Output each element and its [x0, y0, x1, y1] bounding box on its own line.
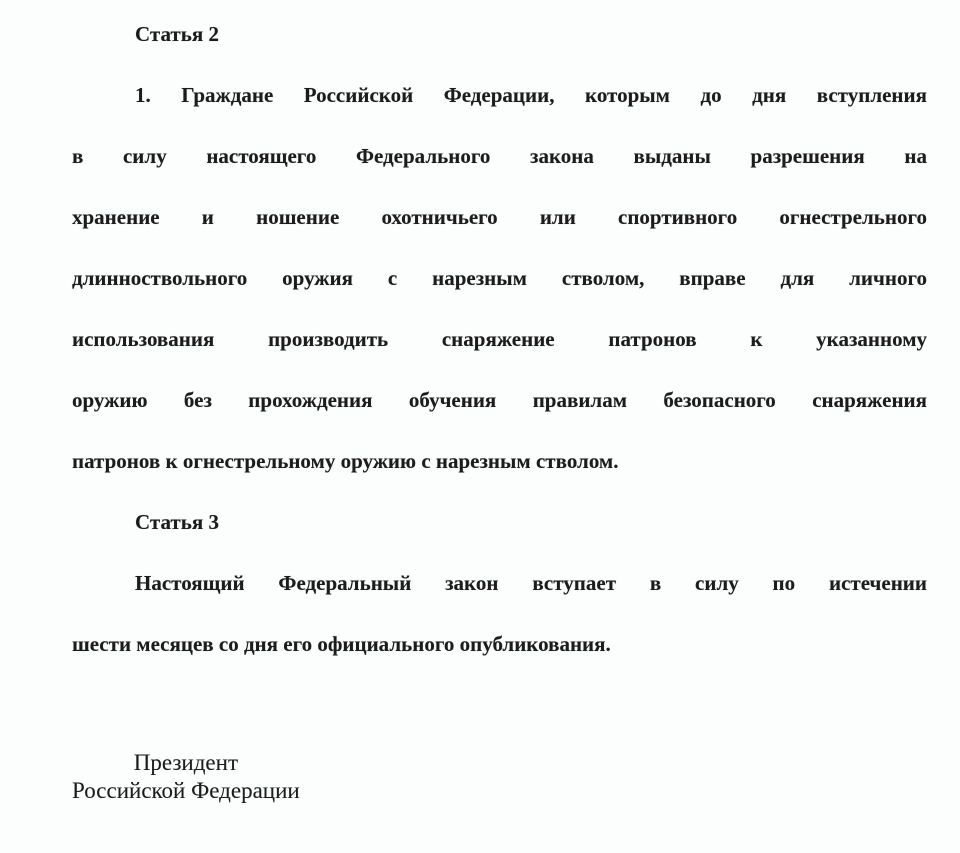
- signature-title: Президент: [133, 750, 238, 775]
- text-line: хранение и ношение охотничьего или спортивного огнестрельного: [72, 205, 927, 229]
- article-3-paragraph: [72, 553, 927, 675]
- text-line: использования производить снаряжение патронов к указанному: [72, 327, 927, 351]
- text-line: шести месяцев со дня его официального опубликования.: [72, 632, 611, 656]
- signature-block: [72, 749, 300, 805]
- text-line: длинноствольного оружия с нарезным стволом, вправе для личного: [72, 266, 927, 290]
- text-line: оружию без прохождения обучения правилам безопасного снаряжения: [72, 388, 927, 412]
- article-2-heading: Статья 2: [135, 22, 219, 46]
- signature-org: Российской Федерации: [72, 778, 300, 803]
- text-line: в силу настоящего Федерального закона выданы разрешения на: [72, 144, 927, 168]
- article-2-paragraph: [72, 65, 927, 492]
- article-3-heading: Статья 3: [135, 510, 219, 534]
- text-line: 1. Граждане Российской Федерации, которым до дня вступления: [135, 83, 927, 107]
- text-line: патронов к огнестрельному оружию с нарезным стволом.: [72, 449, 619, 473]
- text-line: Настоящий Федеральный закон вступает в силу по истечении: [135, 571, 927, 595]
